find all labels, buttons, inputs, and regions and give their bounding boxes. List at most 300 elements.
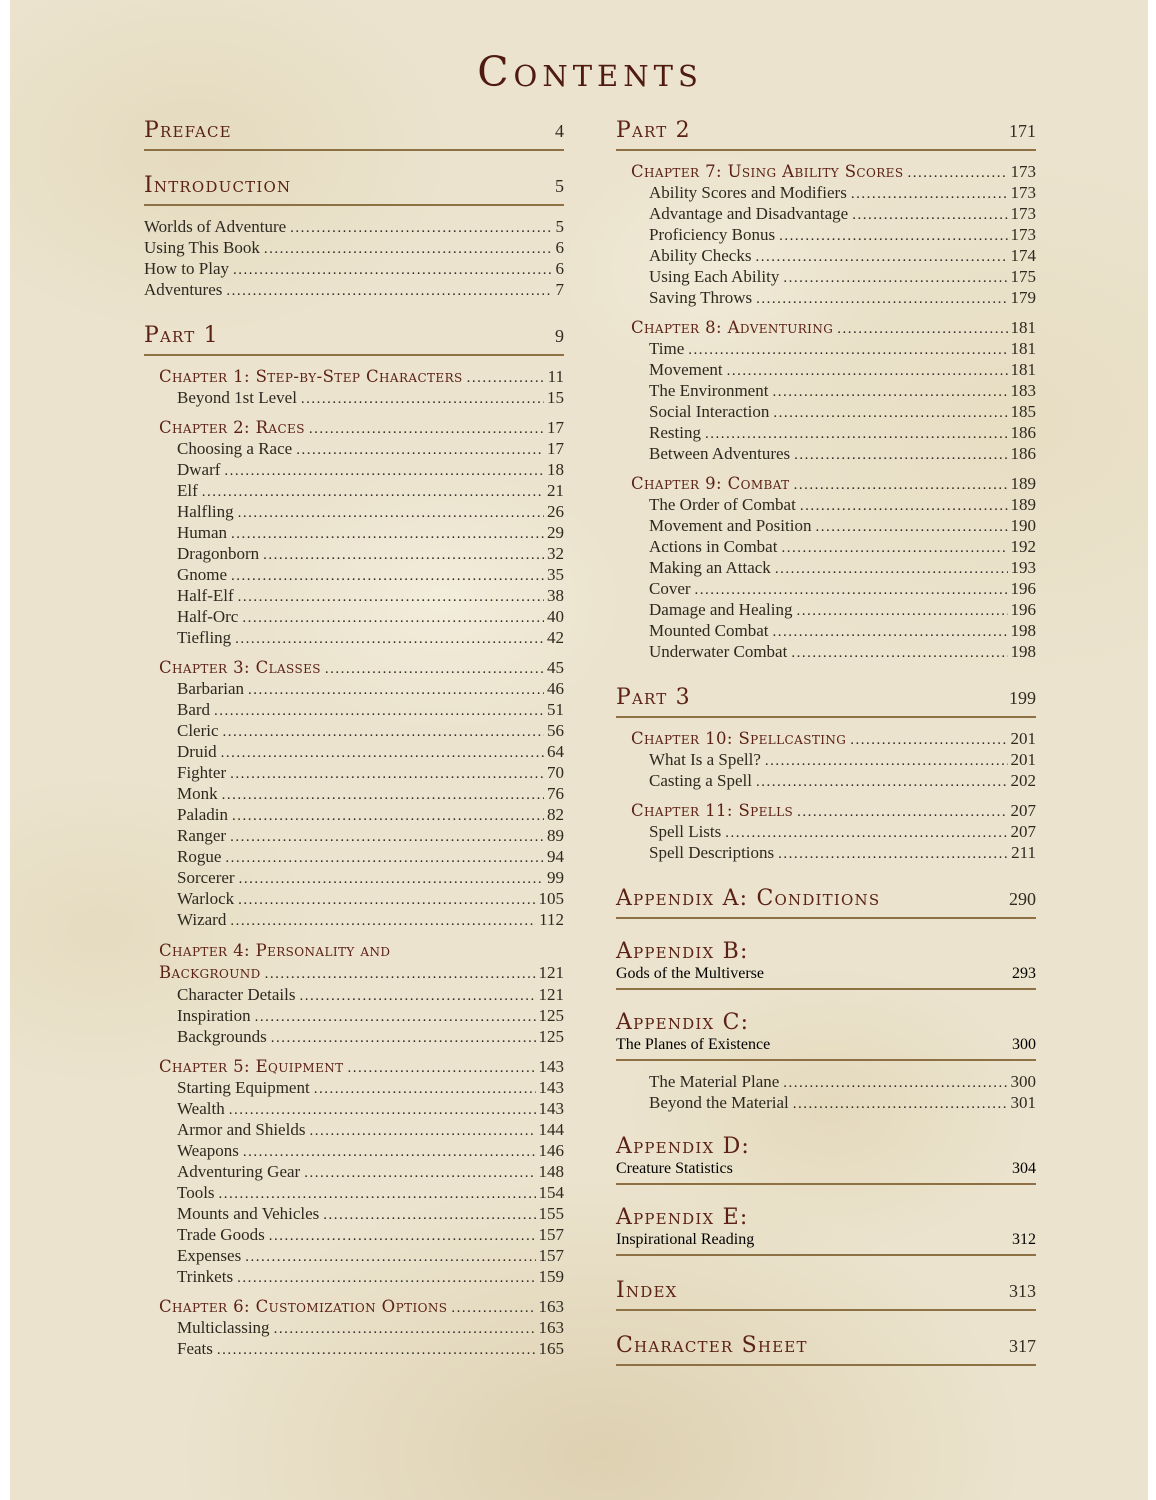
toc-columns [144, 118, 1036, 1377]
toc-major-header [616, 939, 1036, 990]
page-number: 15 [547, 388, 564, 407]
toc-sub-entry [144, 460, 564, 481]
toc-sub-label: Dwarf [177, 460, 221, 479]
dot-leader [271, 1027, 536, 1048]
dot-leader [231, 523, 544, 544]
page-number: 157 [538, 1225, 564, 1244]
dot-leader [219, 1183, 536, 1204]
dot-leader [238, 502, 544, 523]
dot-leader [793, 1093, 1008, 1114]
dot-leader [217, 1339, 536, 1360]
toc-sub-label: Starting Equipment [177, 1078, 310, 1097]
toc-sub-label: Barbarian [177, 679, 245, 698]
dot-leader [237, 1267, 535, 1288]
dot-leader [705, 423, 1008, 444]
page-number: 201 [1010, 750, 1036, 769]
toc-sub-entry [144, 280, 564, 301]
dot-leader [248, 679, 544, 700]
toc-major-label: Part 2 [616, 118, 691, 143]
toc-sub-label: Human [177, 523, 228, 542]
page-number: 190 [1010, 516, 1036, 535]
toc-sub-label: Advantage and Disadvantage [649, 204, 849, 223]
dot-leader [781, 537, 1007, 558]
dot-leader [221, 742, 544, 763]
dot-leader [242, 607, 544, 628]
toc-sub-entry [144, 1204, 564, 1225]
dot-leader [231, 565, 544, 586]
page-number: 144 [538, 1120, 564, 1139]
toc-sub-label: Tiefling [177, 628, 232, 647]
toc-sub-entry [616, 402, 1036, 423]
toc-sub-entry [144, 679, 564, 700]
toc-sub-entry [616, 537, 1036, 558]
dot-leader [263, 544, 544, 565]
toc-sub-entry [616, 621, 1036, 642]
toc-sub-label: Saving Throws [649, 288, 753, 307]
toc-sub-entry [616, 225, 1036, 246]
page-number: 5 [555, 176, 564, 196]
toc-sub-entry [616, 423, 1036, 444]
dot-leader [233, 259, 553, 280]
toc-chapter-entry [144, 367, 564, 388]
toc-sub-entry [616, 267, 1036, 288]
toc-sub-entry [616, 600, 1036, 621]
toc-sub-label: Cleric [177, 721, 219, 740]
page-number: 146 [538, 1141, 564, 1160]
dot-leader [695, 579, 1008, 600]
toc-sub-label: Underwater Combat [649, 642, 788, 661]
dot-leader [797, 600, 1008, 621]
page-number: 181 [1010, 360, 1036, 379]
toc-sub-label: How to Play [144, 259, 229, 278]
toc-sub-label: Expenses [177, 1246, 242, 1265]
toc-sub-entry [144, 439, 564, 460]
page-number: 38 [547, 586, 564, 605]
toc-sub-entry [144, 1318, 564, 1339]
toc-sub-label: Ability Checks [649, 246, 752, 265]
toc-sub-entry [144, 1183, 564, 1204]
page-number: 94 [547, 847, 564, 866]
toc-major-label: Character Sheet [616, 1333, 808, 1358]
dot-leader [756, 771, 1008, 792]
toc-chapter-entry [616, 801, 1036, 822]
page-number: 201 [1010, 729, 1036, 748]
page-number: 163 [538, 1297, 564, 1316]
dot-leader [245, 1246, 535, 1267]
toc-chapter-label: Chapter 3: Classes [159, 658, 321, 677]
toc-major-line2 [616, 1231, 1036, 1256]
page-number: 185 [1010, 402, 1036, 421]
toc-chapter-label: Chapter 8: Adventuring [631, 318, 834, 337]
toc-major-label: Appendix A: Conditions [616, 886, 881, 911]
toc-sub-label: Half-Orc [177, 607, 239, 626]
page-number: 207 [1010, 801, 1036, 820]
toc-sub-entry [144, 1027, 564, 1048]
page-number: 121 [538, 985, 564, 1004]
page-number: 198 [1010, 621, 1036, 640]
toc-major-label-line1: Appendix B: [616, 939, 749, 964]
dot-leader [778, 843, 1008, 864]
toc-column-left [144, 118, 564, 1360]
dot-leader [314, 1078, 536, 1099]
toc-sub-label: The Material Plane [649, 1072, 780, 1091]
toc-major-header [144, 173, 564, 206]
dot-leader [223, 721, 544, 742]
dot-leader [775, 558, 1008, 579]
dot-leader [907, 162, 1007, 183]
page-number: 35 [547, 565, 564, 584]
page-number: 9 [555, 326, 564, 346]
dot-leader [296, 439, 544, 460]
toc-sub-label: Bard [177, 700, 211, 719]
toc-major-header [616, 118, 1036, 151]
toc-sub-label: Adventures [144, 280, 223, 299]
toc-sub-entry [616, 1093, 1036, 1114]
page-number: 143 [538, 1099, 564, 1118]
dot-leader [309, 418, 544, 439]
toc-sub-entry [616, 183, 1036, 204]
dot-leader [238, 586, 544, 607]
toc-major-header [616, 1134, 1036, 1185]
page-number: 163 [538, 1318, 564, 1337]
dot-leader [269, 1225, 536, 1246]
toc-sub-label: Choosing a Race [177, 439, 293, 458]
toc-sub-entry [144, 217, 564, 238]
toc-sub-label: Cover [649, 579, 691, 598]
toc-major-header [144, 323, 564, 356]
page-number: 157 [538, 1246, 564, 1265]
page-number: 173 [1010, 225, 1036, 244]
toc-sub-entry [616, 843, 1036, 864]
page-number: 6 [555, 259, 564, 278]
page-number: 193 [1010, 558, 1036, 577]
page-number: 173 [1010, 204, 1036, 223]
toc-sub-entry [144, 523, 564, 544]
toc-major-line2 [616, 1160, 1036, 1185]
toc-column-right [616, 118, 1036, 1377]
page-number: 51 [547, 700, 564, 719]
toc-sub-label: Mounted Combat [649, 621, 769, 640]
page-number: 186 [1010, 444, 1036, 463]
dot-leader [225, 847, 544, 868]
toc-sub-label: The Environment [649, 381, 769, 400]
toc-sub-label: Beyond the Material [649, 1093, 789, 1112]
toc-sub-label: Worlds of Adventure [144, 217, 287, 236]
dot-leader [274, 1318, 536, 1339]
toc-sub-label: Social Interaction [649, 402, 770, 421]
toc-chapter-entry [616, 729, 1036, 750]
page-number: 143 [538, 1057, 564, 1076]
page-number: 198 [1010, 642, 1036, 661]
dot-leader [765, 750, 1008, 771]
dot-leader [772, 381, 1007, 402]
dot-leader [325, 658, 544, 679]
dot-leader [837, 318, 1007, 339]
toc-sub-entry [616, 750, 1036, 771]
page-number: 70 [547, 763, 564, 782]
toc-sub-label: Paladin [177, 805, 228, 824]
page-number: 175 [1010, 267, 1036, 286]
page-number: 56 [547, 721, 564, 740]
toc-sub-entry [616, 642, 1036, 663]
dot-leader [255, 1006, 536, 1027]
page-number: 29 [547, 523, 564, 542]
page-number: 181 [1010, 318, 1036, 337]
toc-sub-label: Making an Attack [649, 558, 771, 577]
toc-sub-label: Wizard [177, 910, 227, 929]
toc-sub-entry [144, 1246, 564, 1267]
page-number: 173 [1010, 162, 1036, 181]
page-number: 26 [547, 502, 564, 521]
toc-sub-entry [616, 444, 1036, 465]
page-number: 46 [547, 679, 564, 698]
dot-leader [230, 826, 544, 847]
page-number: 192 [1010, 537, 1036, 556]
page-number: 211 [1011, 843, 1036, 862]
page-number: 125 [538, 1027, 564, 1046]
dot-leader [224, 460, 544, 481]
toc-sub-entry [616, 339, 1036, 360]
toc-chapter-label: Chapter 11: Spells [631, 801, 794, 820]
toc-sub-entry [616, 204, 1036, 225]
dot-leader [214, 700, 544, 721]
page-number: 6 [555, 238, 564, 257]
dot-leader [783, 1072, 1007, 1093]
toc-sub-label: Monk [177, 784, 218, 803]
toc-sub-label: Tools [177, 1183, 215, 1202]
dot-leader [773, 402, 1007, 423]
toc-sub-entry [144, 742, 564, 763]
page-number: 207 [1010, 822, 1036, 841]
dot-leader [772, 621, 1007, 642]
toc-sub-label: Elf [177, 481, 198, 500]
dot-leader [791, 642, 1007, 663]
page-number: 17 [547, 418, 564, 437]
dot-leader [309, 1120, 535, 1141]
toc-sub-entry [144, 868, 564, 889]
toc-major-label: Preface [144, 118, 232, 143]
toc-sub-entry [144, 238, 564, 259]
toc-sub-label: Damage and Healing [649, 600, 793, 619]
dot-leader [451, 1297, 535, 1318]
toc-sub-label: Fighter [177, 763, 227, 782]
page-number: 32 [547, 544, 564, 563]
toc-major-label-line1: Appendix D: [616, 1134, 751, 1159]
dot-leader [301, 388, 544, 409]
toc-sub-entry [144, 565, 564, 586]
toc-sub-label: Ranger [177, 826, 227, 845]
toc-sub-label: Weapons [177, 1141, 239, 1160]
toc-sub-label: Adventuring Gear [177, 1162, 301, 1181]
toc-sub-entry [144, 910, 564, 931]
page-number: 181 [1010, 339, 1036, 358]
toc-chapter-label: Chapter 2: Races [159, 418, 305, 437]
dot-leader [304, 1162, 535, 1183]
toc-sub-entry [144, 889, 564, 910]
toc-sub-label: Proficiency Bonus [649, 225, 776, 244]
toc-sub-entry [616, 579, 1036, 600]
toc-sub-label: Resting [649, 423, 701, 442]
toc-chapter-label: Chapter 9: Combat [631, 474, 790, 493]
page-number: 165 [538, 1339, 564, 1358]
page-number: 18 [547, 460, 564, 479]
toc-sub-entry [144, 1078, 564, 1099]
toc-sub-label: Character Details [177, 985, 296, 1004]
toc-sub-entry [616, 495, 1036, 516]
toc-chapter-entry [144, 418, 564, 439]
page-number: 196 [1010, 579, 1036, 598]
page-number: 312 [1012, 1231, 1036, 1248]
toc-sub-entry [616, 1072, 1036, 1093]
page-number: 171 [1009, 121, 1036, 141]
toc-sub-entry [144, 388, 564, 409]
toc-major-label: Part 1 [144, 323, 219, 348]
page-number: 143 [538, 1078, 564, 1097]
toc-chapter-label: Chapter 6: Customization Options [159, 1297, 448, 1316]
page-number: 89 [547, 826, 564, 845]
toc-chapter-entry [616, 318, 1036, 339]
dot-leader [850, 729, 1007, 750]
page-number: 189 [1010, 474, 1036, 493]
toc-sub-entry [144, 1099, 564, 1120]
dot-leader [265, 962, 536, 985]
toc-sub-label: Spell Descriptions [649, 843, 775, 862]
toc-major-header [616, 1010, 1036, 1061]
dot-leader [232, 805, 544, 826]
toc-sub-label: Backgrounds [177, 1027, 267, 1046]
toc-chapter-label: Chapter 5: Equipment [159, 1057, 344, 1076]
toc-content [10, 0, 1148, 1377]
toc-sub-label: Rogue [177, 847, 222, 866]
toc-sub-entry [144, 1339, 564, 1360]
page-number: 40 [547, 607, 564, 626]
dot-leader [815, 516, 1007, 537]
toc-major-line2 [616, 1036, 1036, 1061]
toc-sub-entry [616, 822, 1036, 843]
page-number: 121 [538, 963, 564, 982]
page-number: 64 [547, 742, 564, 761]
page-number: 155 [538, 1204, 564, 1223]
toc-chapter-label-line1: Chapter 4: Personality and [159, 941, 391, 960]
page-number: 202 [1010, 771, 1036, 790]
toc-sub-entry [616, 288, 1036, 309]
dot-leader [238, 889, 535, 910]
toc-sub-label: Mounts and Vehicles [177, 1204, 320, 1223]
toc-chapter-label: Chapter 7: Using Ability Scores [631, 162, 904, 181]
page-number: 317 [1009, 1336, 1036, 1356]
dot-leader [755, 246, 1007, 267]
toc-sub-label: Movement and Position [649, 516, 812, 535]
toc-sub-entry [144, 502, 564, 523]
toc-sub-entry [144, 1141, 564, 1162]
page-number: 173 [1010, 183, 1036, 202]
toc-chapter-label: Chapter 1: Step-by-Step Characters [159, 367, 463, 386]
page-number: 105 [538, 889, 564, 908]
dot-leader [756, 288, 1007, 309]
dot-leader [727, 360, 1008, 381]
dot-leader [290, 217, 552, 238]
page-number: 300 [1012, 1036, 1036, 1053]
page-number: 7 [555, 280, 564, 299]
page-number: 5 [555, 217, 564, 236]
toc-sub-label: Druid [177, 742, 217, 761]
toc-sub-label: Spell Lists [649, 822, 722, 841]
toc-major-line2 [616, 965, 1036, 990]
dot-leader [230, 763, 544, 784]
toc-sub-label: Trade Goods [177, 1225, 265, 1244]
dot-leader [230, 910, 536, 931]
parchment-page [10, 0, 1148, 1500]
toc-chapter-entry [144, 658, 564, 679]
toc-major-header [616, 1205, 1036, 1256]
toc-major-label-line1: Appendix C: [616, 1010, 750, 1035]
page-number: 199 [1009, 688, 1036, 708]
toc-sub-label: The Order of Combat [649, 495, 796, 514]
toc-sub-label: Gnome [177, 565, 228, 584]
page-number: 82 [547, 805, 564, 824]
toc-sub-entry [144, 985, 564, 1006]
toc-sub-entry [144, 805, 564, 826]
toc-sub-label: Dragonborn [177, 544, 260, 563]
toc-sub-entry [144, 628, 564, 649]
page-number: 290 [1009, 889, 1036, 909]
page-number: 125 [538, 1006, 564, 1025]
toc-sub-label: Feats [177, 1339, 213, 1358]
toc-chapter-line2 [144, 962, 564, 985]
page-number: 159 [538, 1267, 564, 1286]
toc-sub-entry [616, 381, 1036, 402]
page-number: 300 [1010, 1072, 1036, 1091]
page-number: 45 [547, 658, 564, 677]
toc-sub-entry [616, 771, 1036, 792]
toc-sub-label: Wealth [177, 1099, 225, 1118]
page-number: 42 [547, 628, 564, 647]
page-number: 313 [1009, 1281, 1036, 1301]
dot-leader [800, 495, 1008, 516]
dot-leader [797, 801, 1007, 822]
dot-leader [688, 339, 1007, 360]
toc-sub-entry [144, 1120, 564, 1141]
toc-sub-label: Sorcerer [177, 868, 235, 887]
page-number: 99 [547, 868, 564, 887]
page-number: 304 [1012, 1160, 1036, 1177]
toc-sub-label: Between Adventures [649, 444, 791, 463]
toc-chapter-entry [144, 1297, 564, 1318]
toc-sub-entry [616, 516, 1036, 537]
toc-sub-entry [616, 246, 1036, 267]
toc-major-label-line2: Gods of the Multiverse [616, 965, 764, 982]
toc-sub-label: Beyond 1st Level [177, 388, 297, 407]
page-number: 4 [555, 121, 564, 141]
toc-sub-label: Time [649, 339, 685, 358]
toc-chapter-entry [616, 162, 1036, 183]
dot-leader [226, 280, 552, 301]
toc-chapter-entry [144, 940, 564, 985]
dot-leader [202, 481, 544, 502]
dot-leader [229, 1099, 536, 1120]
toc-sub-entry [144, 826, 564, 847]
page-title: Contents [477, 48, 703, 96]
toc-sub-entry [144, 763, 564, 784]
toc-major-label: Introduction [144, 173, 292, 198]
toc-major-header [144, 118, 564, 151]
toc-sub-entry [144, 1162, 564, 1183]
toc-chapter-label: Chapter 10: Spellcasting [631, 729, 847, 748]
page-number: 112 [539, 910, 564, 929]
toc-sub-label: Actions in Combat [649, 537, 778, 556]
toc-sub-label: Movement [649, 360, 723, 379]
dot-leader [243, 1141, 536, 1162]
